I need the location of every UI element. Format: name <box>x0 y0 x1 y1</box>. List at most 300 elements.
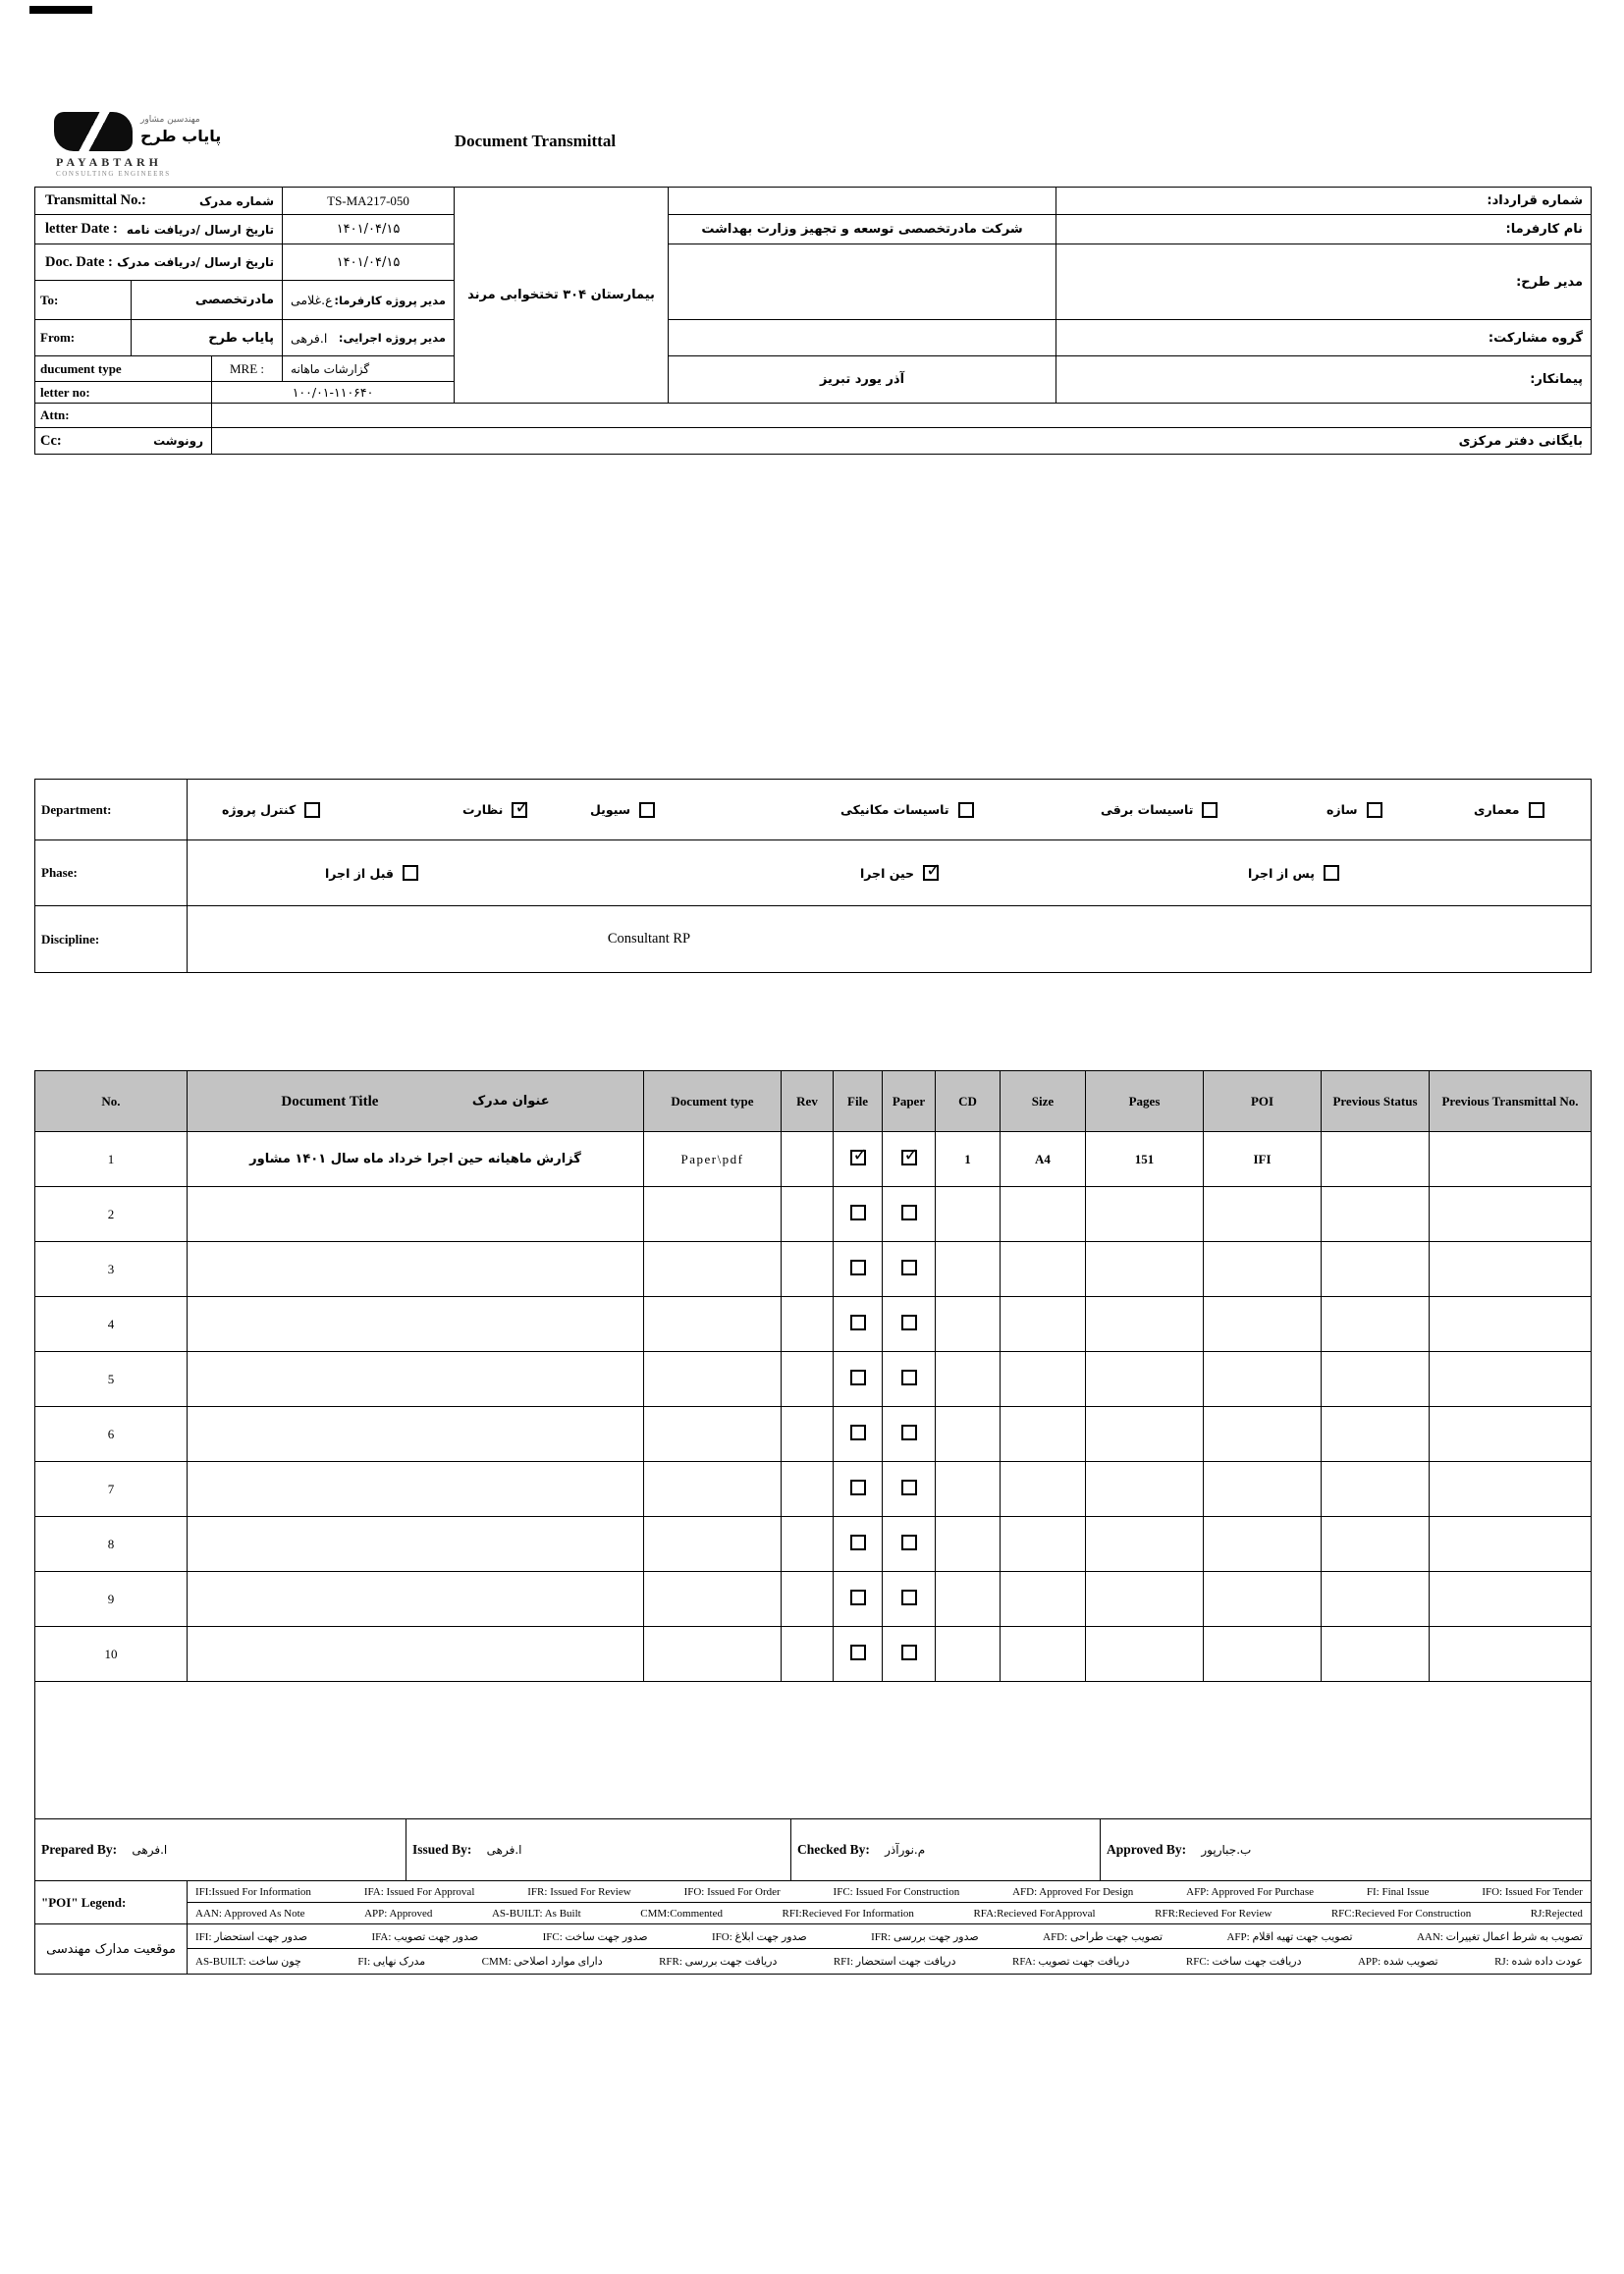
col-header-prev-status: Previous Status <box>1322 1071 1430 1132</box>
col-header-pages: Pages <box>1086 1071 1204 1132</box>
table-row <box>35 1297 1592 1352</box>
dept-checkbox <box>1529 802 1544 818</box>
phase-label: Phase: <box>35 840 188 906</box>
legend-item: RJ:Rejected <box>1530 1907 1583 1920</box>
col-header-rev: Rev <box>782 1071 834 1132</box>
doc-type-value-en: MRE : <box>212 356 283 382</box>
dept-option-label: نظارت <box>462 802 504 817</box>
row-file-cell <box>834 1352 883 1407</box>
row-prev-status <box>1322 1297 1430 1352</box>
row-rev <box>782 1132 834 1187</box>
row-poi <box>1204 1187 1322 1242</box>
row-file-cell <box>834 1242 883 1297</box>
logo-name-fa: پایاب طرح <box>140 127 222 145</box>
row-pages <box>1086 1187 1204 1242</box>
legend-item: IFA: صدور جهت تصویب <box>371 1930 479 1943</box>
dept-option <box>590 780 655 839</box>
row-prev-status <box>1322 1462 1430 1517</box>
issued-by-label: Issued By: <box>412 1842 472 1857</box>
row-cd <box>936 1407 1001 1462</box>
col-header-poi: POI <box>1204 1071 1322 1132</box>
row-prev-transmittal <box>1430 1462 1592 1517</box>
file-checkbox <box>850 1370 866 1385</box>
legend-item: AFP: تصویب جهت تهیه اقلام <box>1226 1930 1353 1943</box>
row-file-cell <box>834 1627 883 1682</box>
dept-checkbox <box>958 802 974 818</box>
legend-item: IFO: Issued For Order <box>683 1885 781 1898</box>
row-paper-cell <box>883 1187 936 1242</box>
partnership-value <box>669 320 1056 356</box>
row-prev-status <box>1322 1517 1430 1572</box>
logo-name-en: PAYABTARH <box>56 155 163 169</box>
client-pm-value: ع.غلامی <box>291 293 333 307</box>
row-file-cell <box>834 1187 883 1242</box>
row-size <box>1001 1352 1086 1407</box>
phase-option-label: قبل از اجرا <box>325 865 394 881</box>
file-checkbox <box>850 1315 866 1330</box>
paper-checkbox <box>901 1645 917 1660</box>
project-name: بیمارستان ۳۰۴ تختخوابی مرند <box>455 188 669 404</box>
legend-item: RFC: دریافت جهت ساخت <box>1185 1956 1302 1968</box>
row-title <box>188 1407 644 1462</box>
row-doctype <box>644 1572 782 1627</box>
row-no: 8 <box>35 1517 188 1572</box>
row-pages <box>1086 1407 1204 1462</box>
paper-checkbox <box>901 1590 917 1605</box>
exec-pm-value: ا.فرهی <box>291 330 328 346</box>
dept-checkbox <box>1202 802 1218 818</box>
client-name-label: نام کارفرما: <box>1056 215 1592 244</box>
design-manager-label: مدیر طرح: <box>1056 244 1592 320</box>
legend-item: IFC: Issued For Construction <box>833 1885 960 1898</box>
company-logo <box>54 112 241 181</box>
dept-option-label: کنترل پروژه <box>222 802 297 817</box>
row-paper-cell <box>883 1297 936 1352</box>
file-checkbox <box>850 1645 866 1660</box>
dept-option-label: سازه <box>1326 802 1358 817</box>
row-size <box>1001 1572 1086 1627</box>
classification-table <box>34 779 1592 973</box>
row-title <box>188 1242 644 1297</box>
file-checkbox <box>850 1205 866 1220</box>
row-paper-cell <box>883 1352 936 1407</box>
letter-no-value: ۱۰۰/۰۱-۱۱۰۶۴۰ <box>212 382 455 404</box>
legend-item: AS-BUILT: چون ساخت <box>195 1956 301 1968</box>
paper-checkbox <box>901 1260 917 1275</box>
poi-legend-label: "POI" Legend: <box>35 1881 188 1924</box>
discipline-value-cell <box>188 906 1592 973</box>
legend-fa-row1 <box>188 1924 1592 1949</box>
paper-checkbox <box>901 1150 917 1165</box>
row-poi <box>1204 1627 1322 1682</box>
phase-options <box>188 840 1592 906</box>
exec-pm-cell <box>283 320 455 356</box>
file-checkbox <box>850 1260 866 1275</box>
table-row <box>35 1517 1592 1572</box>
phase-option <box>860 840 939 905</box>
dept-checkbox <box>1367 802 1382 818</box>
col-header-cd: CD <box>936 1071 1001 1132</box>
legend-item: APP: Approved <box>364 1907 433 1920</box>
row-no: 6 <box>35 1407 188 1462</box>
legend-item: RFR: دریافت جهت بررسی <box>659 1956 778 1968</box>
col-header-paper: Paper <box>883 1071 936 1132</box>
row-doctype <box>644 1407 782 1462</box>
attn-value <box>212 404 1592 428</box>
legend-item: RFR:Recieved For Review <box>1155 1907 1272 1920</box>
row-prev-status <box>1322 1187 1430 1242</box>
row-paper-cell <box>883 1517 936 1572</box>
client-pm-label: مدیر پروژه کارفرما: <box>334 293 447 307</box>
legend-item: RFI: دریافت جهت استحضار <box>833 1956 956 1968</box>
doc-type-value-fa: گزارشات ماهانه <box>283 356 455 382</box>
client-name-value: شرکت مادرتخصصی توسعه و تجهیز وزارت بهداشت <box>669 215 1056 244</box>
contract-no-label: شماره قرارداد: <box>1056 188 1592 215</box>
row-prev-status <box>1322 1242 1430 1297</box>
row-no: 4 <box>35 1297 188 1352</box>
phase-option-label: حین اجرا <box>860 865 915 881</box>
legend-item: IFR: Issued For Review <box>527 1885 631 1898</box>
legend-item: IFI: صدور جهت استحضار <box>195 1930 308 1943</box>
dept-option <box>1474 780 1544 839</box>
legend-item: AFD: Approved For Design <box>1012 1885 1134 1898</box>
dept-option-label: سیویل <box>590 802 631 817</box>
row-title: گزارش ماهیانه حین اجرا خرداد ماه سال ۱۴۰۱ مشاور <box>188 1132 644 1187</box>
discipline-value: Consultant RP <box>607 931 691 947</box>
dept-option <box>1326 780 1382 839</box>
col-header-no: No. <box>35 1071 188 1132</box>
row-cd <box>936 1627 1001 1682</box>
legend-item: FI: مدرک نهایی <box>357 1956 426 1968</box>
table-row <box>35 1132 1592 1187</box>
row-paper-cell <box>883 1242 936 1297</box>
row-title <box>188 1572 644 1627</box>
row-no: 2 <box>35 1187 188 1242</box>
letter-date-label <box>35 215 283 244</box>
row-file-cell <box>834 1297 883 1352</box>
prepared-by-value: ا.فرهی <box>132 1843 168 1857</box>
doc-date-label-fa: تاریخ ارسال /دریافت مدرک <box>117 255 275 269</box>
letter-date-label-fa: تاریخ ارسال /دریافت نامه <box>126 222 275 237</box>
fa-legend-label: موقعیت مدارک مهندسی <box>35 1924 188 1975</box>
partnership-label: گروه مشارکت: <box>1056 320 1592 356</box>
legend-table <box>34 1880 1592 1975</box>
row-paper-cell <box>883 1132 936 1187</box>
table-row <box>35 1187 1592 1242</box>
row-file-cell <box>834 1572 883 1627</box>
row-file-cell <box>834 1132 883 1187</box>
phase-option <box>325 840 418 905</box>
discipline-label: Discipline: <box>35 906 188 973</box>
doc-type-label: ducument type <box>35 356 212 382</box>
legend-item: RFC:Recieved For Construction <box>1330 1907 1472 1920</box>
row-doctype <box>644 1352 782 1407</box>
row-cd <box>936 1517 1001 1572</box>
department-label: Department: <box>35 780 188 840</box>
row-prev-transmittal <box>1430 1352 1592 1407</box>
row-doctype <box>644 1242 782 1297</box>
col-header-title <box>188 1071 644 1132</box>
row-size: A4 <box>1001 1132 1086 1187</box>
row-rev <box>782 1407 834 1462</box>
row-poi <box>1204 1297 1322 1352</box>
row-title <box>188 1517 644 1572</box>
empty-notes-area <box>35 1682 1592 1819</box>
row-title <box>188 1627 644 1682</box>
row-cd <box>936 1242 1001 1297</box>
design-manager-value <box>669 244 1056 320</box>
department-options <box>188 780 1592 840</box>
cc-label-fa: رونوشت <box>153 434 203 448</box>
row-poi <box>1204 1517 1322 1572</box>
contractor-value: آذر یورد تبریز <box>669 356 1056 404</box>
row-rev <box>782 1352 834 1407</box>
approved-by-value: ب.جبارپور <box>1201 1843 1252 1857</box>
legend-item: AFD: تصویب جهت طراحی <box>1043 1930 1164 1943</box>
legend-item: CMM: دارای موارد اصلاحی <box>481 1956 603 1968</box>
approved-by-cell <box>1101 1819 1592 1881</box>
transmittal-no-label <box>35 188 283 215</box>
legend-item: IFC: صدور جهت ساخت <box>542 1930 648 1943</box>
paper-checkbox <box>901 1535 917 1550</box>
row-poi <box>1204 1572 1322 1627</box>
doc-date-label-en: Doc. Date : <box>45 253 113 270</box>
row-prev-transmittal <box>1430 1627 1592 1682</box>
col-header-size: Size <box>1001 1071 1086 1132</box>
row-no: 5 <box>35 1352 188 1407</box>
row-prev-transmittal <box>1430 1242 1592 1297</box>
scan-artifact <box>29 6 92 14</box>
row-file-cell <box>834 1407 883 1462</box>
row-rev <box>782 1627 834 1682</box>
contractor-label: پیمانکار: <box>1056 356 1592 404</box>
logo-subtitle-en: CONSULTING ENGINEERS <box>56 170 171 178</box>
legend-item: AFP: Approved For Purchase <box>1186 1885 1314 1898</box>
dept-option <box>1101 780 1218 839</box>
row-poi <box>1204 1242 1322 1297</box>
row-rev <box>782 1297 834 1352</box>
prepared-by-cell <box>35 1819 406 1881</box>
row-file-cell <box>834 1517 883 1572</box>
paper-checkbox <box>901 1205 917 1220</box>
paper-checkbox <box>901 1315 917 1330</box>
legend-item: IFA: Issued For Approval <box>363 1885 475 1898</box>
row-rev <box>782 1572 834 1627</box>
legend-item: AAN: تصویب به شرط اعمال تغییرات <box>1416 1930 1583 1943</box>
phase-checkbox <box>923 865 939 881</box>
phase-checkbox <box>403 865 418 881</box>
phase-checkbox <box>1324 865 1339 881</box>
row-prev-transmittal <box>1430 1572 1592 1627</box>
header-table <box>34 187 1592 455</box>
col-header-prev-transmittal: Previous Transmittal No. <box>1430 1071 1592 1132</box>
row-poi: IFI <box>1204 1132 1322 1187</box>
row-paper-cell <box>883 1407 936 1462</box>
row-size <box>1001 1187 1086 1242</box>
row-poi <box>1204 1352 1322 1407</box>
row-prev-status <box>1322 1572 1430 1627</box>
row-pages <box>1086 1242 1204 1297</box>
page-title: Document Transmittal <box>454 132 617 150</box>
col-header-file: File <box>834 1071 883 1132</box>
row-poi <box>1204 1462 1322 1517</box>
row-size <box>1001 1297 1086 1352</box>
legend-en-row1 <box>188 1881 1592 1903</box>
contract-no-value <box>669 188 1056 215</box>
row-pages <box>1086 1572 1204 1627</box>
row-pages <box>1086 1517 1204 1572</box>
dept-option-label: تاسیسات مکانیکی <box>840 802 949 817</box>
issued-by-value: ا.فرهی <box>486 1843 522 1857</box>
row-title <box>188 1352 644 1407</box>
row-no: 7 <box>35 1462 188 1517</box>
to-label: To: <box>35 281 132 320</box>
row-rev <box>782 1462 834 1517</box>
row-prev-status <box>1322 1627 1430 1682</box>
from-label: From: <box>35 320 132 356</box>
row-size <box>1001 1242 1086 1297</box>
row-rev <box>782 1517 834 1572</box>
legend-en-row2 <box>188 1903 1592 1924</box>
row-title <box>188 1187 644 1242</box>
row-paper-cell <box>883 1462 936 1517</box>
dept-option <box>840 780 974 839</box>
row-size <box>1001 1627 1086 1682</box>
table-row <box>35 1407 1592 1462</box>
cc-label-en: Cc: <box>40 432 62 449</box>
signatures-table <box>34 1818 1592 1881</box>
col-header-title-en: Document Title <box>281 1093 379 1110</box>
row-doctype <box>644 1187 782 1242</box>
row-rev <box>782 1187 834 1242</box>
row-cd <box>936 1187 1001 1242</box>
row-prev-status <box>1322 1407 1430 1462</box>
phase-option <box>1248 840 1339 905</box>
table-row <box>35 1242 1592 1297</box>
row-title <box>188 1462 644 1517</box>
client-pm-cell <box>283 281 455 320</box>
row-prev-status <box>1322 1352 1430 1407</box>
file-checkbox <box>850 1425 866 1440</box>
paper-checkbox <box>901 1480 917 1495</box>
dept-option-label: تاسیسات برقی <box>1101 802 1194 817</box>
legend-item: IFO: صدور جهت ابلاغ <box>712 1930 807 1943</box>
file-checkbox <box>850 1480 866 1495</box>
prepared-by-label: Prepared By: <box>41 1842 118 1857</box>
logo-mark-icon <box>54 112 133 151</box>
row-doctype <box>644 1462 782 1517</box>
legend-item: RFI:Recieved For Information <box>782 1907 914 1920</box>
transmittal-no-value: TS-MA217-050 <box>283 188 455 215</box>
checked-by-label: Checked By: <box>797 1842 870 1857</box>
logo-tagline-fa: مهندسین مشاور <box>140 115 200 125</box>
col-header-doctype: Document type <box>644 1071 782 1132</box>
row-cd <box>936 1572 1001 1627</box>
checked-by-value: م.نورآذر <box>885 1843 926 1857</box>
row-poi <box>1204 1407 1322 1462</box>
row-no: 3 <box>35 1242 188 1297</box>
row-no: 10 <box>35 1627 188 1682</box>
file-checkbox <box>850 1535 866 1550</box>
row-paper-cell <box>883 1572 936 1627</box>
doc-date-value: ۱۴۰۱/۰۴/۱۵ <box>283 244 455 281</box>
doc-date-label <box>35 244 283 281</box>
exec-pm-label: مدیر پروژه اجرایی: <box>338 331 447 345</box>
documents-table <box>34 1070 1592 1819</box>
dept-checkbox <box>639 802 655 818</box>
letter-date-label-en: letter Date : <box>45 221 118 237</box>
dept-option <box>462 780 527 839</box>
table-row <box>35 1627 1592 1682</box>
to-value: مادرتخصصی <box>132 281 283 320</box>
row-cd: 1 <box>936 1132 1001 1187</box>
row-doctype: Paper\pdf <box>644 1132 782 1187</box>
cc-value: بایگانی دفتر مرکزی <box>212 428 1592 455</box>
transmittal-no-label-en: Transmittal No.: <box>45 192 146 208</box>
legend-fa-row2 <box>188 1949 1592 1975</box>
cc-label <box>35 428 212 455</box>
letter-date-value: ۱۴۰۱/۰۴/۱۵ <box>283 215 455 244</box>
legend-item: RJ: عودت داده شده <box>1494 1956 1583 1968</box>
legend-item: IFO: Issued For Tender <box>1482 1885 1583 1898</box>
legend-item: APP: تصویب شده <box>1357 1956 1438 1968</box>
dept-checkbox <box>512 802 527 818</box>
table-row <box>35 1462 1592 1517</box>
row-doctype <box>644 1517 782 1572</box>
row-pages <box>1086 1352 1204 1407</box>
row-no: 9 <box>35 1572 188 1627</box>
row-size <box>1001 1407 1086 1462</box>
row-cd <box>936 1297 1001 1352</box>
row-no: 1 <box>35 1132 188 1187</box>
row-file-cell <box>834 1462 883 1517</box>
dept-option-label: معماری <box>1474 802 1520 817</box>
legend-item: CMM:Commented <box>640 1907 723 1920</box>
row-doctype <box>644 1627 782 1682</box>
row-pages <box>1086 1297 1204 1352</box>
issued-by-cell <box>406 1819 791 1881</box>
legend-item: AAN: Approved As Note <box>195 1907 305 1920</box>
dept-checkbox <box>304 802 320 818</box>
legend-item: IFI:Issued For Information <box>195 1885 311 1898</box>
paper-checkbox <box>901 1370 917 1385</box>
row-size <box>1001 1462 1086 1517</box>
approved-by-label: Approved By: <box>1107 1842 1187 1857</box>
row-doctype <box>644 1297 782 1352</box>
row-paper-cell <box>883 1627 936 1682</box>
row-prev-transmittal <box>1430 1297 1592 1352</box>
legend-item: AS-BUILT: As Built <box>491 1907 581 1920</box>
row-size <box>1001 1517 1086 1572</box>
file-checkbox <box>850 1150 866 1165</box>
dept-option <box>222 780 320 839</box>
row-rev <box>782 1242 834 1297</box>
table-row <box>35 1572 1592 1627</box>
legend-item: RFA:Recieved ForApproval <box>973 1907 1096 1920</box>
checked-by-cell <box>791 1819 1101 1881</box>
row-prev-status <box>1322 1132 1430 1187</box>
table-row <box>35 1352 1592 1407</box>
row-pages: 151 <box>1086 1132 1204 1187</box>
row-cd <box>936 1462 1001 1517</box>
row-title <box>188 1297 644 1352</box>
legend-item: FI: Final Issue <box>1366 1885 1430 1898</box>
legend-item: RFA: دریافت جهت تصویب <box>1011 1956 1130 1968</box>
letter-no-label: letter no: <box>35 382 212 404</box>
row-prev-transmittal <box>1430 1187 1592 1242</box>
transmittal-no-label-fa: شماره مدرک <box>198 193 275 208</box>
row-cd <box>936 1352 1001 1407</box>
